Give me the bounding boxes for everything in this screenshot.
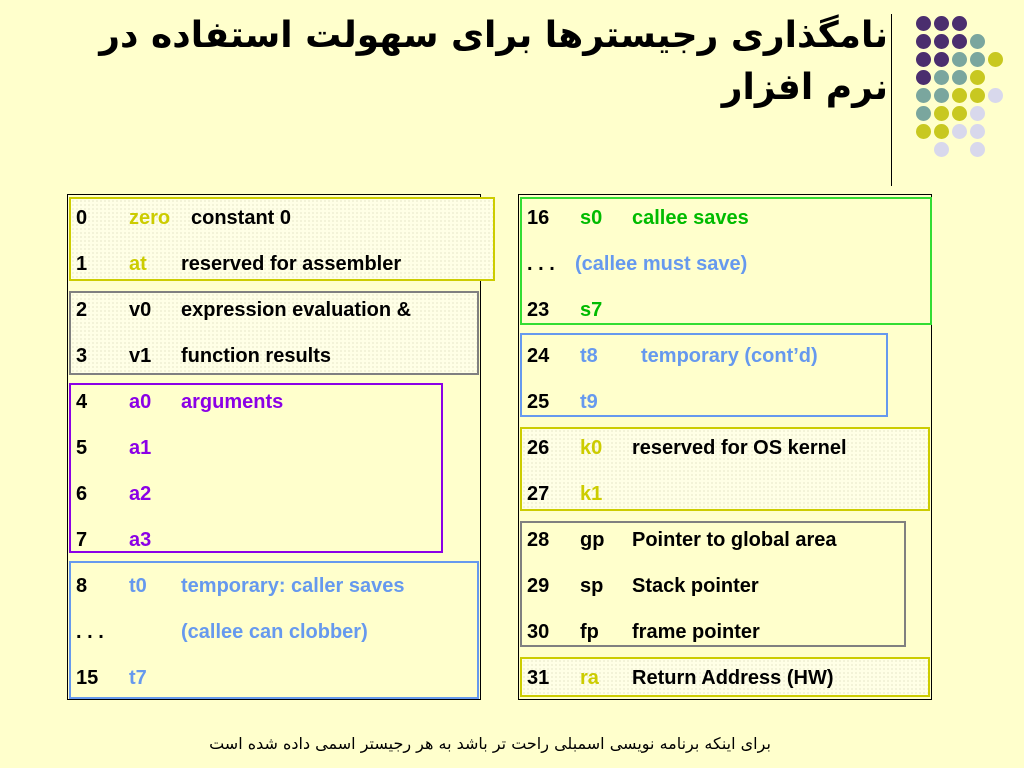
decor-dot: [952, 16, 967, 31]
register-description: constant 0: [191, 207, 292, 229]
decor-dot: [988, 88, 1003, 103]
register-description: function results: [181, 345, 332, 367]
register-name: a0: [129, 391, 152, 413]
decor-dot: [934, 106, 949, 121]
register-name: gp: [580, 529, 605, 551]
register-description: Return Address (HW): [632, 667, 834, 689]
register-name: v1: [129, 345, 152, 367]
register-description: (callee can clobber): [181, 621, 368, 643]
decor-dot: [952, 88, 967, 103]
register-description: Stack pointer: [632, 575, 759, 597]
decor-dot: [916, 70, 931, 85]
register-name: t9: [580, 391, 598, 413]
decor-dot: [952, 70, 967, 85]
decor-dot: [916, 34, 931, 49]
register-number: 2: [76, 299, 88, 321]
register-number: 1: [76, 253, 88, 275]
decor-dot: [970, 106, 985, 121]
register-description: temporary: caller saves: [181, 575, 405, 597]
register-number: . . .: [527, 253, 555, 275]
register-number: 30: [527, 621, 550, 643]
register-name: ra: [580, 667, 599, 689]
register-name: zero: [129, 207, 171, 229]
register-name: k1: [580, 483, 603, 505]
decor-dot: [952, 124, 967, 139]
decor-dot: [916, 52, 931, 67]
register-number: 3: [76, 345, 88, 367]
decor-dot: [970, 88, 985, 103]
decor-dot: [916, 16, 931, 31]
register-number: 15: [76, 667, 99, 689]
register-number: 28: [527, 529, 550, 551]
decor-dot: [988, 52, 1003, 67]
decor-dot: [970, 70, 985, 85]
register-number: 25: [527, 391, 550, 413]
decor-dot: [970, 52, 985, 67]
register-name: at: [129, 253, 147, 275]
register-number: 5: [76, 437, 88, 459]
register-number: 29: [527, 575, 550, 597]
register-description: expression evaluation &: [181, 299, 412, 321]
register-number: 24: [527, 345, 550, 367]
register-number: 0: [76, 207, 88, 229]
register-name: t8: [580, 345, 598, 367]
register-table-left: [67, 194, 481, 700]
register-name: t7: [129, 667, 147, 689]
footer-note: برای اینکه برنامه نویسی اسمبلی راحت تر باشد به هر رجیستر اسمی داده شده است: [209, 734, 771, 753]
register-number: 16: [527, 207, 550, 229]
register-number: 23: [527, 299, 550, 321]
decor-dot: [934, 52, 949, 67]
register-description: temporary (cont’d): [641, 345, 818, 367]
register-number: 31: [527, 667, 550, 689]
register-number: 27: [527, 483, 550, 505]
register-name: fp: [580, 621, 599, 643]
decor-dot: [970, 34, 985, 49]
register-name: k0: [580, 437, 603, 459]
register-number: . . .: [76, 621, 104, 643]
decor-dot: [970, 124, 985, 139]
decor-dot: [934, 124, 949, 139]
register-name: v0: [129, 299, 152, 321]
register-description: reserved for OS kernel: [632, 437, 847, 459]
register-name: s0: [580, 207, 603, 229]
register-name: a2: [129, 483, 152, 505]
register-name: s7: [580, 299, 603, 321]
register-description: (callee must save): [575, 253, 748, 275]
decor-dot: [916, 106, 931, 121]
title-divider: [891, 14, 892, 186]
register-name: a1: [129, 437, 152, 459]
register-name: sp: [580, 575, 604, 597]
decor-dot: [934, 142, 949, 157]
register-description: reserved for assembler: [181, 253, 402, 275]
decor-dot: [952, 52, 967, 67]
decor-dot: [970, 142, 985, 157]
decor-dot: [934, 70, 949, 85]
register-number: 6: [76, 483, 88, 505]
decor-dot: [916, 124, 931, 139]
decor-dot: [934, 16, 949, 31]
decor-dot: [934, 88, 949, 103]
register-table-right: [518, 194, 932, 700]
register-description: Pointer to global area: [632, 529, 837, 551]
decor-dot: [916, 88, 931, 103]
decor-dot: [952, 34, 967, 49]
register-description: arguments: [181, 391, 284, 413]
slide-title: نامگذاری رجیسترها برای سهولت استفاده در نرم افزار: [99, 15, 888, 108]
register-name: a3: [129, 529, 152, 551]
register-description: frame pointer: [632, 621, 760, 643]
decor-dot: [952, 106, 967, 121]
register-description: callee saves: [632, 207, 749, 229]
register-name: t0: [129, 575, 147, 597]
register-number: 7: [76, 529, 88, 551]
register-number: 26: [527, 437, 550, 459]
register-number: 4: [76, 391, 88, 413]
decor-dot: [934, 34, 949, 49]
register-number: 8: [76, 575, 88, 597]
